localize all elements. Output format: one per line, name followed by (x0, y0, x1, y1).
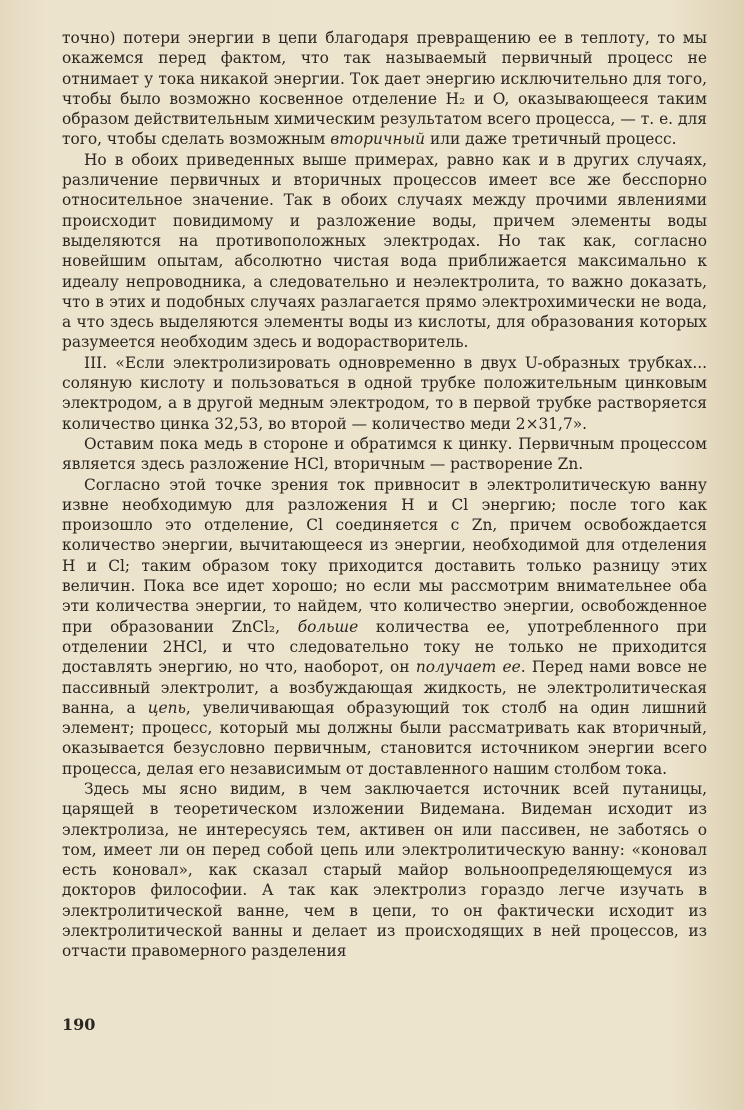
emphasized-text: вторичный (330, 130, 426, 149)
text-run: III. «Если электролизировать одновременно в двух U-образных трубках... соляную кислоту и пользоваться в одной трубке положительным цинковым электродом, а в другой медным электродом, то в первой трубке растворяется количество цинка 32,53, во второй — количество меди 2×31,7». (62, 353, 707, 433)
emphasized-text: больше (297, 617, 359, 636)
emphasized-text: цепь (147, 698, 186, 717)
text-run: Но в обоих приведенных выше примерах, равно как и в других случаях, различение первичных и вторичных процессов имеет все же бесспорно относительное значение. Так в обоих случаях между прочими явлениями происходит повидимому и разложение воды, причем элементы воды выделяются на противоположных электродах. Но так как, согласно новейшим опытам, абсолютно чистая вода приближается максимально к идеалу непроводника, а следовательно и неэлектролита, то важно доказать, что в этих и подобных случаях разлагается прямо электрохимически не вода, а что здесь выделяются элементы воды из кислоты, для образования которых разумеется необходим здесь и водорастворитель. (62, 150, 707, 352)
paragraph (62, 779, 707, 962)
paragraph (62, 28, 707, 150)
text-run: или даже третичный процесс. (425, 130, 677, 149)
page-number: 190 (62, 1015, 96, 1034)
text-run: Согласно этой точке зрения ток привносит в электролитическую ванну извне необходимую для разложения H и Cl энергию; после того как произошло это отделение, Cl соединяется с Zn, причем освобождается количество энергии, вычитающееся из энергии, необходимой для отделения H и Cl; таким образом току приходится доставить только разницу этих величин. Пока все идет хорошо; но если мы рассмотрим внимательнее оба эти количества энергии, то найдем, что количество энергии, освобожденное при образовании ZnCl₂, (62, 475, 707, 636)
emphasized-text: получает ее (415, 658, 521, 677)
text-run: , увеличивающая образующий ток столб на один лишний элемент; процесс, который мы должны были рассматривать как вторичный, оказывается безусловно первичным, становится источником энергии всего процесса, делая его независимым от доставленного нашим столбом тока. (62, 698, 707, 778)
paragraph (62, 434, 707, 475)
text-run: точно) потери энергии в цепи благодаря превращению ее в теплоту, то мы окажемся перед фактом, что так называемый первичный процесс не отнимает у тока никакой энергии. Ток дает энергию исключительно для того, чтобы было возможно косвенное отделение H₂ и O, оказывающееся таким образом действительным химическим результатом всего процесса, — т. е. для того, чтобы сделать возможным (62, 29, 707, 149)
paragraph (62, 150, 707, 353)
paragraph (62, 475, 707, 779)
body-text (62, 28, 707, 962)
paragraph (62, 353, 707, 434)
text-run: количества ее, употребленного при отделении 2HCl, и что следовательно току не только не приходится доставлять энергию, но что, наоборот, он (62, 617, 707, 677)
text-run: Оставим пока медь в стороне и обратимся к цинку. Первичным процессом является здесь разложение HCl, вторичным — растворение Zn. (62, 434, 707, 474)
text-run: . Перед нами вовсе не пассивный электролит, а возбуждающая жидкость, не электролитическая ванна, а (62, 658, 708, 717)
text-run: Здесь мы ясно видим, в чем заключается источник всей путаницы, царящей в теоретическом изложении Видемана. Видеман исходит из электролиза, не интересуясь тем, активен он или пассивен, не заботясь о том, имеет ли он перед собой цепь или электролитическую ванну: «коновал есть коновал», как сказал старый майор вольноопределяющемуся из докторов философии. А так как электролиз гораздо легче изучать в электролитической ванне, чем в цепи, то он фактически исходит из электролитической ванны и делает из происходящих в ней процессов, из отчасти правомерного разделения (62, 779, 707, 961)
